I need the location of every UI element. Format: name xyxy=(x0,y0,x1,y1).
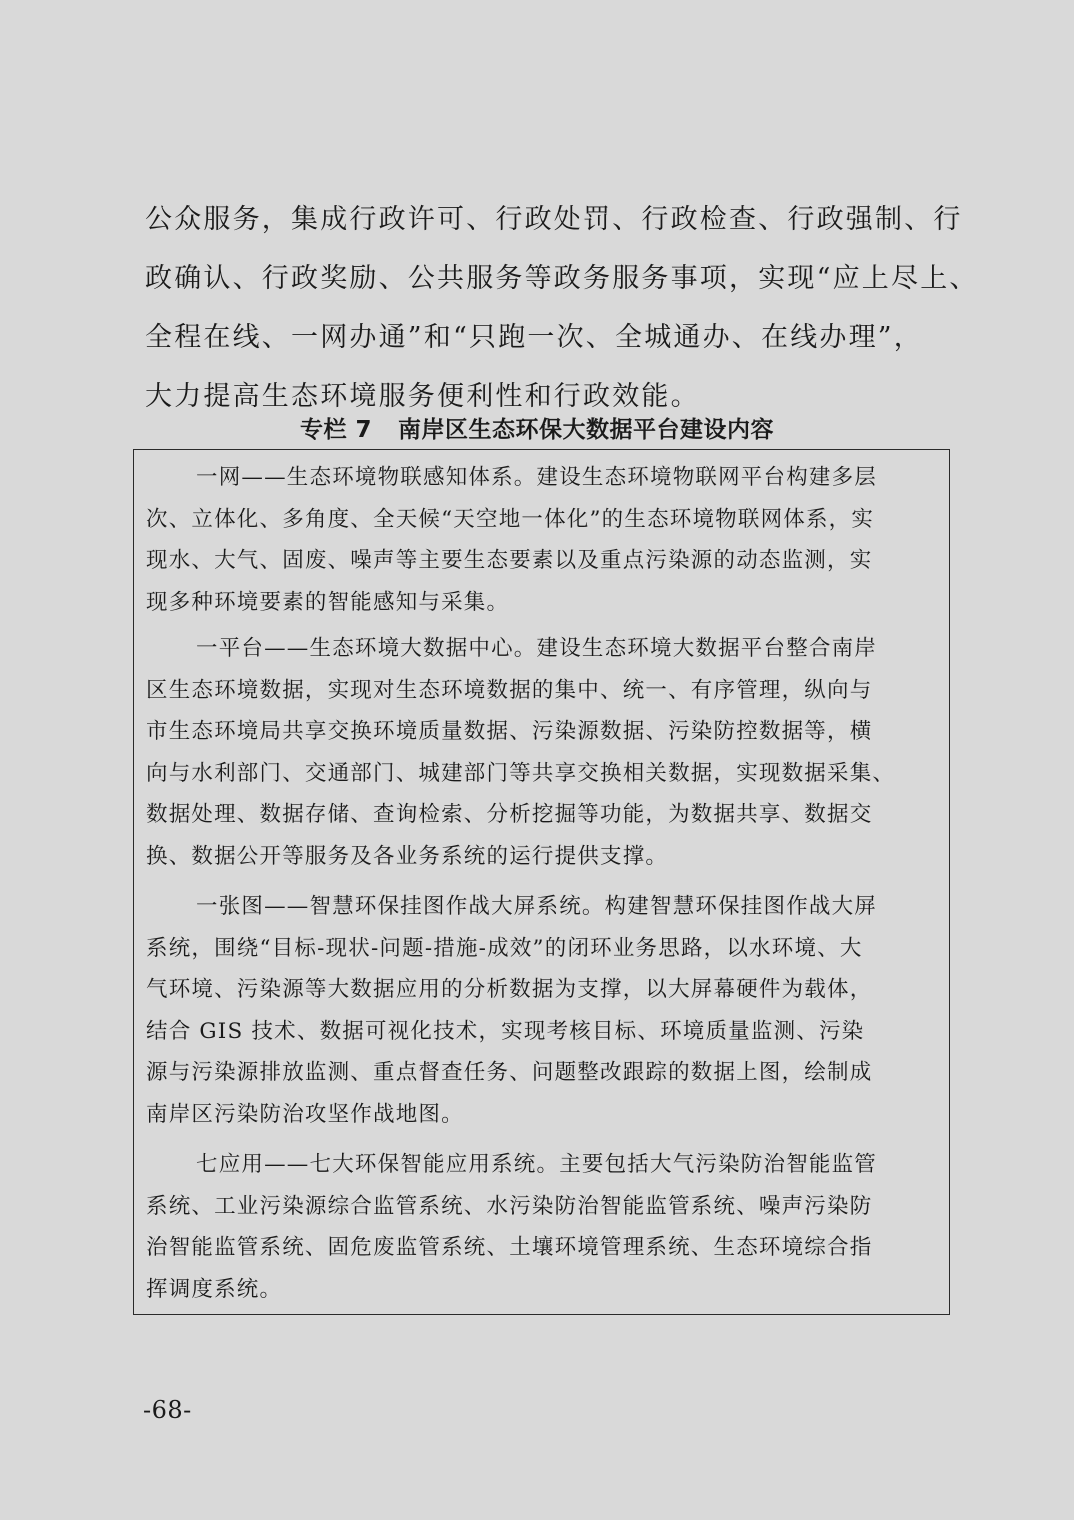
box-paragraph-network xyxy=(146,457,941,623)
box-line: 治智能监管系统、固危废监管系统、土壤环境管理系统、生态环境综合指 xyxy=(146,1235,873,1261)
box-line: 系统，围绕“目标-现状-问题-措施-成效”的闭环业务思路，以水环境、大 xyxy=(146,935,863,961)
intro-line: 公众服务，集成行政许可、行政处罚、行政检查、行政强制、行 xyxy=(145,204,963,235)
box-line: 系统、工业污染源综合监管系统、水污染防治智能监管系统、噪声污染防 xyxy=(146,1193,873,1219)
box-line: 现多种环境要素的智能感知与采集。 xyxy=(146,589,510,615)
box-line: 源与污染源排放监测、重点督查任务、问题整改跟踪的数据上图，绘制成 xyxy=(146,1060,873,1086)
box-line: 挥调度系统。 xyxy=(146,1276,283,1302)
page-number: -68- xyxy=(143,1396,192,1424)
box-line: 数据处理、数据存储、查询检索、分析挖掘等功能，为数据共享、数据交 xyxy=(146,802,873,828)
box-line: 换、数据公开等服务及各业务系统的运行提供支撑。 xyxy=(146,843,669,869)
box-line: 现水、大气、固废、噪声等主要生态要素以及重点污染源的动态监测，实 xyxy=(146,548,873,574)
column-title: 南岸区生态环保大数据平台建设内容 xyxy=(398,417,774,443)
column-heading xyxy=(0,413,1074,447)
column-number: 专栏 7 xyxy=(299,417,372,443)
box-line: 七应用——七大环保智能应用系统。主要包括大气污染防治智能监管 xyxy=(196,1152,878,1177)
box-line: 区生态环境数据，实现对生态环境数据的集中、统一、有序管理，纵向与 xyxy=(146,677,873,703)
box-paragraph-applications xyxy=(146,1144,941,1310)
intro-line: 全程在线、一网办通”和“只跑一次、全城通办、在线办理”， xyxy=(145,322,924,353)
intro-line: 政确认、行政奖励、公共服务等政务服务事项，实现“应上尽上、 xyxy=(145,263,979,294)
intro-line: 大力提高生态环境服务便利性和行政效能。 xyxy=(145,381,700,412)
box-paragraph-map xyxy=(146,886,941,1136)
box-paragraph-platform xyxy=(146,628,941,878)
column-box xyxy=(133,449,950,1315)
box-line: 气环境、污染源等大数据应用的分析数据为支撑，以大屏幕硬件为载体， xyxy=(146,977,873,1003)
box-line: 结合 GIS 技术、数据可视化技术，实现考核目标、环境质量监测、污染 xyxy=(146,1018,865,1044)
box-line: 一平台——生态环境大数据中心。建设生态环境大数据平台整合南岸 xyxy=(196,636,878,661)
box-line: 向与水利部门、交通部门、城建部门等共享交换相关数据，实现数据采集、 xyxy=(146,760,896,786)
box-line: 市生态环境局共享交换环境质量数据、污染源数据、污染防控数据等，横 xyxy=(146,719,873,745)
box-line: 次、立体化、多角度、全天候“天空地一体化”的生态环境物联网体系，实 xyxy=(146,506,875,532)
box-line: 一网——生态环境物联感知体系。建设生态环境物联网平台构建多层 xyxy=(196,465,878,490)
box-line: 一张图——智慧环保挂图作战大屏系统。构建智慧环保挂图作战大屏 xyxy=(196,894,878,919)
intro-paragraph xyxy=(145,190,979,426)
box-line: 南岸区污染防治攻坚作战地图。 xyxy=(146,1101,464,1127)
